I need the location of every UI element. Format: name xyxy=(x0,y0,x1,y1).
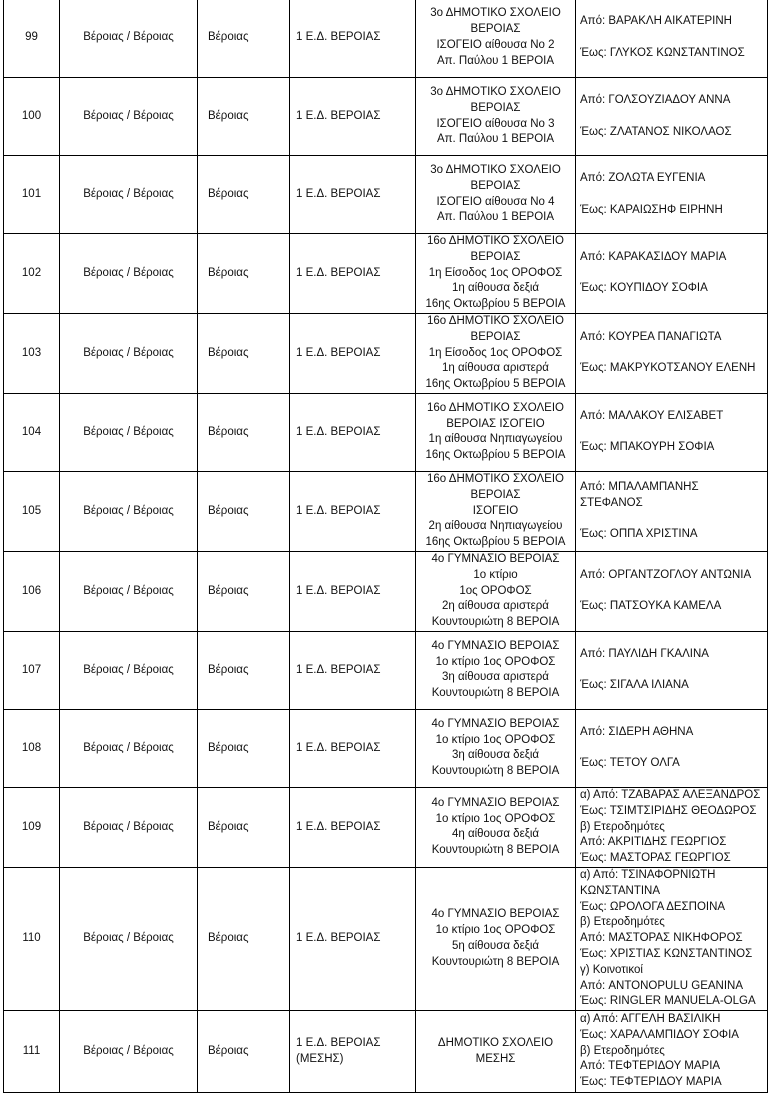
location-line: ΒΕΡΟΙΑΣ xyxy=(470,488,521,501)
station-number-cell: 105 xyxy=(4,471,60,551)
municipality-cell: Βέροιας xyxy=(198,551,290,631)
voters-range-line: Από: ΜΠΑΛΑΜΠΑΝΗΣ ΣΤΕΦΑΝΟΣ xyxy=(580,480,699,509)
location-line: 16ο ΔΗΜΟΤΙΚΟ ΣΧΟΛΕΙΟ xyxy=(427,472,564,485)
location-cell xyxy=(416,234,576,314)
voters-range-line: β) Ετεροδημότες xyxy=(580,916,665,929)
location-line: ΜΕΣΗΣ xyxy=(475,1052,516,1065)
location-line: 3η αίθουσα αριστερά xyxy=(442,671,549,684)
voters-range-cell xyxy=(576,234,768,314)
location-line: 1ο κτίριο 1ος ΟΡΟΦΟΣ xyxy=(435,924,556,937)
region-cell: Βέροιας / Βέροιας xyxy=(60,867,198,1010)
location-line: 1ος ΟΡΟΦΟΣ xyxy=(459,584,532,597)
location-cell xyxy=(416,551,576,631)
region-cell: Βέροιας / Βέροιας xyxy=(60,631,198,709)
voters-range-line: Από: ΣΙΔΕΡΗ ΑΘΗΝΑ xyxy=(580,725,694,738)
location-line: 4ο ΓΥΜΝΑΣΙΟ ΒΕΡΟΙΑΣ xyxy=(431,552,560,565)
voters-range-line: Έως: ΠΑΤΣΟΥΚΑ ΚΑΜΕΛΑ xyxy=(580,600,722,613)
table-row xyxy=(4,156,768,234)
location-cell xyxy=(416,393,576,471)
location-line: 1η Είσοδος 1ος ΟΡΟΦΟΣ xyxy=(428,266,563,279)
voters-range-cell xyxy=(576,78,768,156)
voters-range-cell xyxy=(576,709,768,787)
region-cell: Βέροιας / Βέροιας xyxy=(60,709,198,787)
location-line: 4ο ΓΥΜΝΑΣΙΟ ΒΕΡΟΙΑΣ xyxy=(431,908,560,921)
location-line: ΔΗΜΟΤΙΚΟ ΣΧΟΛΕΙΟ xyxy=(437,1036,554,1049)
region-cell: Βέροιας / Βέροιας xyxy=(60,234,198,314)
location-line: 1η αίθουσα Νηπιαγωγείου xyxy=(428,433,563,446)
table-row xyxy=(4,471,768,551)
location-line: 16ης Οκτωβρίου 5 ΒΕΡΟΙΑ xyxy=(425,378,566,391)
location-line: 16ο ΔΗΜΟΤΙΚΟ ΣΧΟΛΕΙΟ xyxy=(427,314,564,327)
location-line: 2η αίθουσα Νηπιαγωγείου xyxy=(428,520,563,533)
municipality-cell: Βέροιας xyxy=(198,234,290,314)
voters-range-cell xyxy=(576,867,768,1010)
location-line: 1η αίθουσα δεξιά xyxy=(451,282,540,295)
voters-range-line: α) Από: ΤΖΑΒΑΡΑΣ ΑΛΕΞΑΝΔΡΟΣ xyxy=(580,788,761,801)
table-row xyxy=(4,709,768,787)
voters-range-line: α) Από: ΤΣΙΝΑΦΟΡΝΙΩΤΗ xyxy=(580,868,716,881)
location-line: 1ο κτίριο 1ος ΟΡΟΦΟΣ xyxy=(435,733,556,746)
station-number-cell: 104 xyxy=(4,393,60,471)
municipality-cell: Βέροιας xyxy=(198,393,290,471)
municipality-cell: Βέροιας xyxy=(198,156,290,234)
station-number-cell: 100 xyxy=(4,78,60,156)
voters-range-line: Έως: ΤΕΤΟΥ ΟΛΓΑ xyxy=(580,757,680,770)
municipality-cell: Βέροιας xyxy=(198,313,290,393)
table-row xyxy=(4,313,768,393)
location-line: 16ης Οκτωβρίου 5 ΒΕΡΟΙΑ xyxy=(425,449,566,462)
station-number-cell: 102 xyxy=(4,234,60,314)
electoral-district-cell: 1 Ε.Δ. ΒΕΡΟΙΑΣ xyxy=(290,787,416,867)
voters-range-line: Έως: ΚΑΡΑΙΩΣΗΦ ΕΙΡΗΝΗ xyxy=(580,203,723,216)
municipality-cell: Βέροιας xyxy=(198,787,290,867)
electoral-district-cell: 1 Ε.Δ. ΒΕΡΟΙΑΣ xyxy=(290,156,416,234)
location-line: ΒΕΡΟΙΑΣ xyxy=(470,250,521,263)
voters-range-line: Έως: ΧΡΙΣΤΙΑΣ ΚΩΝΣΤΑΝΤΙΝΟΣ xyxy=(580,947,753,960)
voters-range-line: Από: ΚΟΥΡΕΑ ΠΑΝΑΓΙΩΤΑ xyxy=(580,330,722,343)
location-line: 16ο ΔΗΜΟΤΙΚΟ ΣΧΟΛΕΙΟ xyxy=(427,401,564,414)
voters-range-line: Έως: ΟΠΠΑ ΧΡΙΣΤΙΝΑ xyxy=(580,528,698,541)
voters-range-line: Από: ΟΡΓΑΝΤΖΟΓΛΟΥ ΑΝΤΩΝΙΑ xyxy=(580,568,752,581)
voters-range-line: Έως: ΤΕΦΤΕΡΙΔΟΥ ΜΑΡΙΑ xyxy=(580,1076,722,1089)
voters-range-line: Από: ΒΑΡΑΚΛΗ ΑΙΚΑΤΕΡΙΝΗ xyxy=(580,15,732,28)
location-line: 3ο ΔΗΜΟΤΙΚΟ ΣΧΟΛΕΙΟ xyxy=(430,7,561,20)
location-line: ΙΣΟΓΕΙΟ αίθουσα Νο 2 xyxy=(436,39,555,51)
voters-range-line: β) Ετεροδημότες xyxy=(580,820,665,833)
voters-range-cell xyxy=(576,393,768,471)
voters-range-line: Έως: ΜΑΣΤΟΡΑΣ ΓΕΩΡΓΙΟΣ xyxy=(580,852,731,865)
voters-range-line: Από: ΚΑΡΑΚΑΣΙΔΟΥ ΜΑΡΙΑ xyxy=(580,250,727,263)
location-line: 4ο ΓΥΜΝΑΣΙΟ ΒΕΡΟΙΑΣ xyxy=(431,717,560,730)
voters-range-cell xyxy=(576,631,768,709)
region-cell: Βέροιας / Βέροιας xyxy=(60,78,198,156)
electoral-district-cell: 1 Ε.Δ. ΒΕΡΟΙΑΣ xyxy=(290,78,416,156)
table-row xyxy=(4,78,768,156)
voters-range-line: Έως: ΣΙΓΑΛΑ ΙΛΙΑΝΑ xyxy=(580,679,689,692)
location-line: 3ο ΔΗΜΟΤΙΚΟ ΣΧΟΛΕΙΟ xyxy=(430,163,561,176)
table-row xyxy=(4,551,768,631)
electoral-district-cell: 1 Ε.Δ. ΒΕΡΟΙΑΣ xyxy=(290,471,416,551)
location-cell xyxy=(416,1011,576,1093)
voters-range-line: Από: ΤΕΦΤΕΡΙΔΟΥ ΜΑΡΙΑ xyxy=(580,1060,721,1073)
location-cell xyxy=(416,867,576,1010)
location-line: ΒΕΡΟΙΑΣ xyxy=(470,101,521,114)
location-cell xyxy=(416,471,576,551)
municipality-cell: Βέροιας xyxy=(198,78,290,156)
region-cell: Βέροιας / Βέροιας xyxy=(60,156,198,234)
location-line: 16ης Οκτωβρίου 5 ΒΕΡΟΙΑ xyxy=(425,298,566,311)
location-line: 4η αίθουσα δεξιά xyxy=(451,828,540,841)
location-line: Απ. Παύλου 1 ΒΕΡΟΙΑ xyxy=(436,54,555,67)
voters-range-line: γ) Κοινοτικοί xyxy=(580,963,643,976)
voters-range-cell xyxy=(576,787,768,867)
station-number-cell: 106 xyxy=(4,551,60,631)
voters-range-line: Από: ΓΟΛΣΟΥΖΙΑΔΟΥ ΑΝΝΑ xyxy=(580,93,731,106)
location-line: 3ο ΔΗΜΟΤΙΚΟ ΣΧΟΛΕΙΟ xyxy=(430,85,561,98)
voters-range-line: Έως: ΜΑΚΡΥΚΟΤΣΑΝΟΥ ΕΛΕΝΗ xyxy=(580,362,756,375)
voters-range-line: Έως: ΓΛΥΚΟΣ ΚΩΝΣΤΑΝΤΙΝΟΣ xyxy=(580,47,745,59)
electoral-district-cell: 1 Ε.Δ. ΒΕΡΟΙΑΣ xyxy=(290,393,416,471)
station-number-cell: 110 xyxy=(4,867,60,1010)
location-line: Απ. Παύλου 1 ΒΕΡΟΙΑ xyxy=(436,211,555,224)
electoral-district-cell: 1 Ε.Δ. ΒΕΡΟΙΑΣ xyxy=(290,234,416,314)
station-number-cell: 111 xyxy=(4,1011,60,1093)
voters-range-cell xyxy=(576,313,768,393)
location-line: Κουντουριώτη 8 ΒΕΡΟΙΑ xyxy=(431,955,560,968)
voters-range-cell xyxy=(576,551,768,631)
voters-range-line: Από: ΠΑΥΛΙΔΗ ΓΚΑΛΙΝΑ xyxy=(580,647,709,660)
region-cell: Βέροιας / Βέροιας xyxy=(60,787,198,867)
table-row xyxy=(4,393,768,471)
municipality-cell: Βέροιας xyxy=(198,1011,290,1093)
location-line: 1ο κτίριο 1ος ΟΡΟΦΟΣ xyxy=(435,812,556,825)
station-number-cell: 101 xyxy=(4,156,60,234)
voters-range-line: Από: ΑΚΡΙΤΙΔΗΣ ΓΕΩΡΓΙΟΣ xyxy=(580,836,727,849)
location-line: 1η αίθουσα αριστερά xyxy=(442,362,549,375)
voters-range-line: ΚΩΝΣΤΑΝΤΙΝΑ xyxy=(580,884,661,897)
location-line: ΒΕΡΟΙΑΣ xyxy=(470,179,521,192)
voters-range-line: Από: ΜΑΛΑΚΟΥ ΕΛΙΣΑΒΕΤ xyxy=(580,409,724,422)
voters-range-line: Από: ΜΑΣΤΟΡΑΣ ΝΙΚΗΦΟΡΟΣ xyxy=(580,932,743,945)
location-line: 3η αίθουσα δεξιά xyxy=(451,749,540,762)
location-line: ΙΣΟΓΕΙΟ αίθουσα Νο 3 xyxy=(436,117,555,130)
region-cell: Βέροιας / Βέροιας xyxy=(60,0,198,78)
table-body xyxy=(4,0,768,1093)
voters-range-line: Έως: ΤΣΙΜΤΣΙΡΙΔΗΣ ΘΕΟΔΩΡΟΣ xyxy=(580,804,757,817)
location-line: 16ης Οκτωβρίου 5 ΒΕΡΟΙΑ xyxy=(425,536,566,549)
voters-range-line: Έως: ΚΟΥΠΙΔΟΥ ΣΟΦΙΑ xyxy=(580,282,708,295)
location-line: Κουντουριώτη 8 ΒΕΡΟΙΑ xyxy=(431,765,560,778)
polling-stations-table xyxy=(3,0,768,1093)
voters-range-cell xyxy=(576,471,768,551)
location-line: 5η αίθουσα δεξιά xyxy=(451,940,540,952)
municipality-cell: Βέροιας xyxy=(198,471,290,551)
station-number-cell: 108 xyxy=(4,709,60,787)
electoral-district-cell: 1 Ε.Δ. ΒΕΡΟΙΑΣ xyxy=(290,631,416,709)
table-row xyxy=(4,0,768,78)
table-row xyxy=(4,787,768,867)
location-line: 1ο κτίριο 1ος ΟΡΟΦΟΣ xyxy=(435,655,556,668)
electoral-district-cell: 1 Ε.Δ. ΒΕΡΟΙΑΣ xyxy=(290,0,416,78)
municipality-cell: Βέροιας xyxy=(198,631,290,709)
voters-range-line: β) Ετεροδημότες xyxy=(580,1044,665,1057)
voters-range-line: Από: ΖΟΛΩΤΑ ΕΥΓΕΝΙΑ xyxy=(580,171,706,184)
location-line: ΒΕΡΟΙΑΣ xyxy=(470,23,521,36)
electoral-district-cell: 1 Ε.Δ. ΒΕΡΟΙΑΣ xyxy=(290,709,416,787)
location-cell xyxy=(416,787,576,867)
location-cell xyxy=(416,78,576,156)
voters-range-line: α) Από: ΑΓΓΕΛΗ ΒΑΣΙΛΙΚΗ xyxy=(580,1013,721,1026)
voters-range-line: Έως: RINGLER MANUELA-OLGA xyxy=(580,995,756,1008)
table-row xyxy=(4,631,768,709)
voters-range-cell xyxy=(576,0,768,78)
voters-range-cell xyxy=(576,1011,768,1093)
location-cell xyxy=(416,709,576,787)
region-cell: Βέροιας / Βέροιας xyxy=(60,1011,198,1093)
table-row xyxy=(4,1011,768,1093)
location-line: Απ. Παύλου 1 ΒΕΡΟΙΑ xyxy=(436,133,555,146)
voters-range-line: Έως: ΧΑΡΑΛΑΜΠΙΔΟΥ ΣΟΦΙΑ xyxy=(580,1028,739,1041)
voters-range-cell xyxy=(576,156,768,234)
electoral-district-cell: 1 Ε.Δ. ΒΕΡΟΙΑΣ (ΜΕΣΗΣ) xyxy=(290,1011,416,1093)
location-line: ΒΕΡΟΙΑΣ ΙΣΟΓΕΙΟ xyxy=(446,417,545,430)
location-cell xyxy=(416,0,576,78)
region-cell: Βέροιας / Βέροιας xyxy=(60,551,198,631)
location-line: 2η αίθουσα αριστερά xyxy=(442,600,549,613)
location-line: Κουντουριώτη 8 ΒΕΡΟΙΑ xyxy=(431,616,560,629)
voters-range-line: Έως: ΖΛΑΤΑΝΟΣ ΝΙΚΟΛΑΟΣ xyxy=(580,125,732,138)
location-line: ΙΣΟΓΕΙΟ xyxy=(472,504,519,517)
station-number-cell: 103 xyxy=(4,313,60,393)
station-number-cell: 99 xyxy=(4,0,60,78)
location-line: 4ο ΓΥΜΝΑΣΙΟ ΒΕΡΟΙΑΣ xyxy=(431,796,560,809)
region-cell: Βέροιας / Βέροιας xyxy=(60,313,198,393)
location-line: ΒΕΡΟΙΑΣ xyxy=(470,330,521,343)
table-row xyxy=(4,867,768,1010)
location-line: Κουντουριώτη 8 ΒΕΡΟΙΑ xyxy=(431,844,560,857)
location-line: 1ο κτίριο xyxy=(473,568,518,581)
municipality-cell: Βέροιας xyxy=(198,0,290,78)
region-cell: Βέροιας / Βέροιας xyxy=(60,471,198,551)
location-line: Κουντουριώτη 8 ΒΕΡΟΙΑ xyxy=(431,687,560,700)
station-number-cell: 109 xyxy=(4,787,60,867)
region-cell: Βέροιας / Βέροιας xyxy=(60,393,198,471)
voters-range-line: Έως: ΜΠΑΚΟΥΡΗ ΣΟΦΙΑ xyxy=(580,441,715,454)
location-line: ΙΣΟΓΕΙΟ αίθουσα Νο 4 xyxy=(436,195,555,208)
table-row xyxy=(4,234,768,314)
electoral-district-cell: 1 Ε.Δ. ΒΕΡΟΙΑΣ xyxy=(290,551,416,631)
station-number-cell: 107 xyxy=(4,631,60,709)
location-cell xyxy=(416,156,576,234)
voters-range-line: Έως: ΩΡΟΛΟΓΑ ΔΕΣΠΟΙΝΑ xyxy=(580,900,726,913)
location-cell xyxy=(416,313,576,393)
municipality-cell: Βέροιας xyxy=(198,867,290,1010)
location-cell xyxy=(416,631,576,709)
location-line: 16ο ΔΗΜΟΤΙΚΟ ΣΧΟΛΕΙΟ xyxy=(427,235,564,247)
municipality-cell: Βέροιας xyxy=(198,709,290,787)
electoral-district-cell: 1 Ε.Δ. ΒΕΡΟΙΑΣ xyxy=(290,313,416,393)
location-line: 1η Είσοδος 1ος ΟΡΟΦΟΣ xyxy=(428,346,563,359)
electoral-district-cell: 1 Ε.Δ. ΒΕΡΟΙΑΣ xyxy=(290,867,416,1010)
voters-range-line: Από: ANTONOPULU GEANINA xyxy=(580,979,744,992)
location-line: 4ο ΓΥΜΝΑΣΙΟ ΒΕΡΟΙΑΣ xyxy=(431,639,560,652)
